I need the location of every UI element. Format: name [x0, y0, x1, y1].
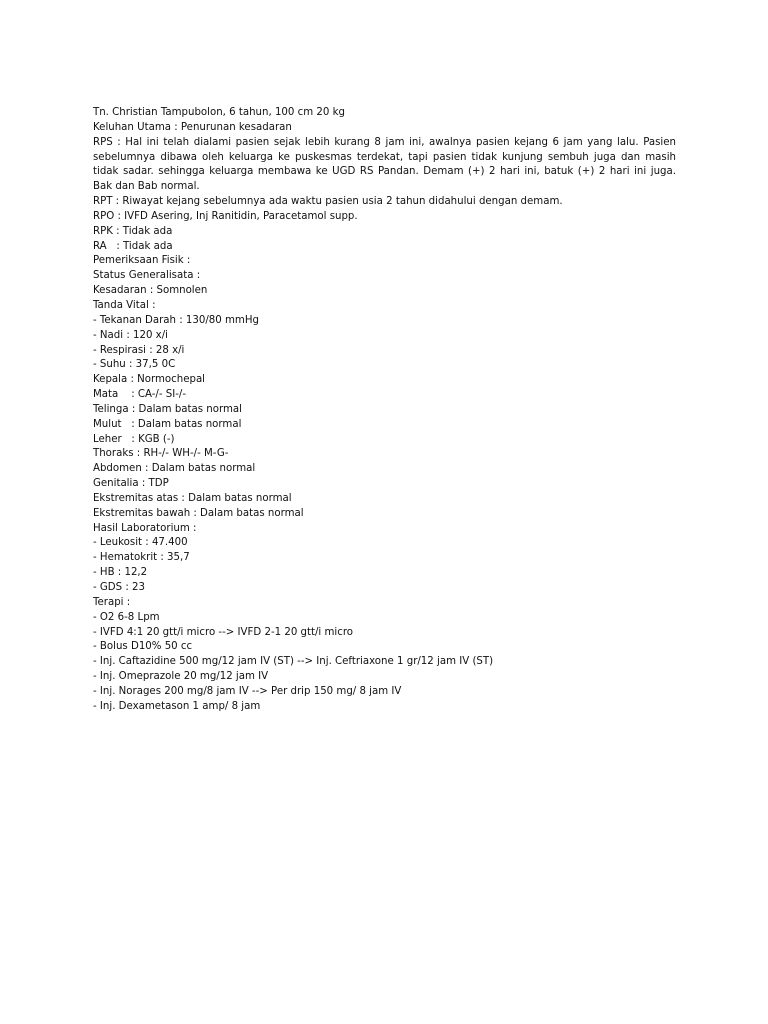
- vital-signs-title: Tanda Vital :: [93, 299, 156, 311]
- finding-upper-extremities: Ekstremitas atas : Dalam batas normal: [93, 492, 292, 504]
- rps-line-3: tidak sadar. sehingga keluarga membawa ke UGD RS Pandan. Demam (+) 2 hari ini, batuk (+) 2 hari ini juga.: [93, 166, 676, 178]
- lab-results-title: Hasil Laboratorium :: [93, 522, 197, 534]
- therapy-item: - Inj. Omeprazole 20 mg/12 jam IV: [93, 671, 269, 683]
- finding-eyes: Mata : CA-/- SI-/-: [93, 389, 187, 401]
- finding-mouth: Mulut : Dalam batas normal: [93, 418, 242, 430]
- finding-thorax: Thoraks : RH-/- WH-/- M-G-: [93, 448, 229, 460]
- consciousness-line: Kesadaran : Somnolen: [93, 285, 208, 297]
- rpt-line: RPT : Riwayat kejang sebelumnya ada waktu pasien usia 2 tahun didahului dengan demam.: [93, 196, 563, 208]
- lab-item: - GDS : 23: [93, 582, 145, 593]
- rps-line-4: Bak dan Bab normal.: [93, 181, 200, 193]
- chief-complaint-line: Keluhan Utama : Penurunan kesadaran: [93, 121, 292, 133]
- physical-exam-title: Pemeriksaan Fisik :: [93, 255, 191, 267]
- lab-item: - Hematokrit : 35,7: [93, 552, 190, 564]
- vital-sign-item: - Nadi : 120 x/i: [93, 329, 168, 341]
- medical-record-text: [93, 106, 676, 715]
- finding-abdomen: Abdomen : Dalam batas normal: [93, 463, 256, 475]
- ra-line: RA : Tidak ada: [93, 240, 173, 252]
- therapy-item: - Inj. Norages 200 mg/8 jam IV --> Per drip 150 mg/ 8 jam IV: [93, 685, 402, 697]
- finding-genitalia: Genitalia : TDP: [93, 478, 169, 490]
- patient-identity-line: Tn. Christian Tampubolon, 6 tahun, 100 cm 20 kg: [93, 107, 345, 118]
- finding-lower-extremities: Ekstremitas bawah : Dalam batas normal: [93, 507, 304, 519]
- finding-ears: Telinga : Dalam batas normal: [93, 403, 243, 415]
- rps-line-1: RPS : Hal ini telah dialami pasien sejak lebih kurang 8 jam ini, awalnya pasien kejang 6 jam yang lalu. Pasien: [93, 136, 676, 148]
- general-status-title: Status Generalisata :: [93, 270, 201, 282]
- therapy-item: - IVFD 4:1 20 gtt/i micro --> IVFD 2-1 20 gtt/i micro: [93, 626, 354, 638]
- therapy-title: Terapi :: [93, 596, 131, 608]
- lab-item: - Leukosit : 47.400: [93, 537, 188, 549]
- rpk-line: RPK : Tidak ada: [93, 225, 173, 237]
- lab-item: - HB : 12,2: [93, 567, 148, 579]
- therapy-item: - Bolus D10% 50 cc: [93, 641, 193, 653]
- therapy-item: - O2 6-8 Lpm: [93, 611, 160, 623]
- rps-line-2: sebelumnya dibawa oleh keluarga ke puskesmas terdekat, tapi pasien tidak kunjung sembuh juga dan masih: [93, 151, 676, 163]
- finding-neck: Leher : KGB (-): [93, 433, 175, 445]
- vital-sign-item: - Respirasi : 28 x/i: [93, 344, 185, 356]
- vital-sign-item: - Tekanan Darah : 130/80 mmHg: [93, 314, 259, 326]
- finding-head: Kepala : Normochepal: [93, 374, 206, 386]
- therapy-item: - Inj. Caftazidine 500 mg/12 jam IV (ST) --> Inj. Ceftriaxone 1 gr/12 jam IV (ST): [93, 656, 494, 668]
- rpo-line: RPO : IVFD Asering, Inj Ranitidin, Paracetamol supp.: [93, 210, 358, 222]
- vital-sign-item: - Suhu : 37,5 0C: [93, 359, 176, 371]
- therapy-item: - Inj. Dexametason 1 amp/ 8 jam: [93, 700, 261, 712]
